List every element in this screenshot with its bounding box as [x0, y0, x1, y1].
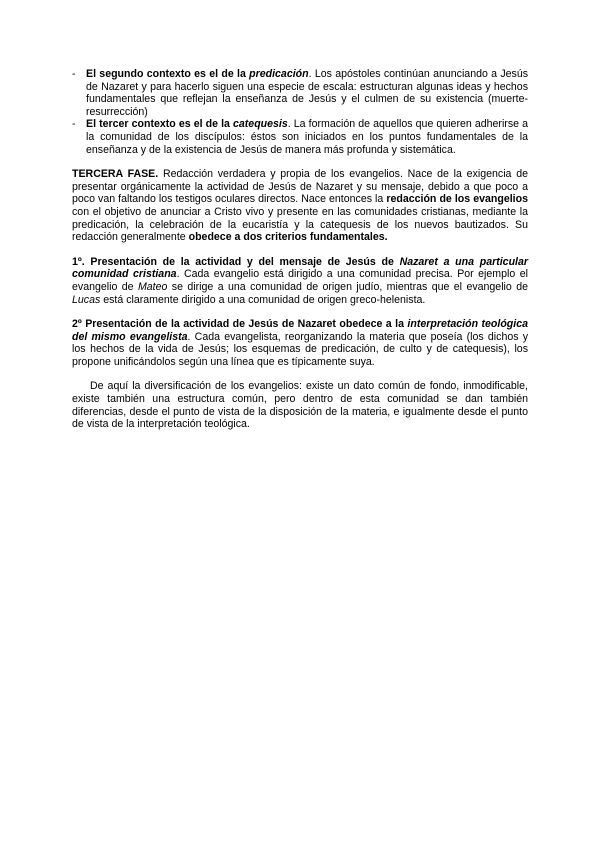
criterion-heading: 1º. Presentación de la actividad y del mensaje de Jesús de [72, 255, 400, 268]
bullet-lead: El tercer contexto es el de la [86, 118, 233, 131]
paragraph-segundo-criterio [72, 318, 528, 368]
paragraph-text: . Cada evangelio está dirigido a una comunidad precisa. Por ejemplo el evangelio de [72, 268, 528, 293]
paragraph-conclusion: De aquí la diversificación de los evangelios: existe un dato común de fondo, inmodificable, existe también una estructura común, pero dentro de esta comunidad se dan también diferencias, desde el punto de vista de la disposición de la materia, e igualmente desde el punto de vista de la interpretación teológica. [72, 380, 528, 431]
document-page [72, 68, 528, 431]
criterion-heading: 2º Presentación de la actividad de Jesús de Nazaret obedece a la [72, 318, 408, 331]
section-label: TERCERA FASE. [72, 168, 159, 181]
bullet-text: . Los apóstoles continúan anunciando a Jesús de Nazaret y para hacerlo siguen una especie de escala: estructuran algunas ideas y hechos fundamentales que reflejan la enseñanza de Jesús y el culmen de su existencia (muerte-resurrección) [86, 68, 529, 118]
italic-word: Lucas [72, 293, 101, 306]
bullet-item-predicacion [72, 68, 528, 118]
paragraph-text: . Cada evangelista, reorganizando la materia que poseía (los dichos y los hechos de la vida de Jesús; los esquemas de predicación, de culto y de catequesis), los propone unificándolos según una línea que es típicamente suya. [72, 330, 529, 368]
bold-phrase: obedece a dos criterios fundamentales. [188, 231, 388, 244]
bullet-item-catequesis [72, 118, 528, 156]
bullet-lead-emphasis: catequesis [233, 118, 288, 131]
paragraph-tercera-fase [72, 168, 528, 244]
paragraph-text: Redacción verdadera y propia de los evangelios. Nace de la exigencia de presentar orgánicamente la actividad de Jesús de Nazaret y su mensaje, debido a que poco a poco van faltando los testigos oculares directos. Nace entonces la [72, 168, 528, 206]
paragraph-text: está claramente dirigido a una comunidad de origen greco-helenista. [100, 293, 426, 306]
criterion-heading-emphasis: interpretación teológica del mismo evangelista [72, 318, 528, 343]
paragraph-primer-criterio [72, 256, 528, 306]
bullet-dash: - [72, 68, 76, 80]
bullet-lead-emphasis: predicación [249, 68, 309, 80]
criterion-heading-emphasis: Nazaret a una particular comunidad cristiana [72, 255, 528, 281]
paragraph-text: con el objetivo de anunciar a Cristo vivo y presente en las comunidades cristianas, mediante la predicación, la celebración de la eucaristía y la catequesis de los nuevos bautizados. Su redacción generalmente [72, 205, 528, 244]
italic-word: Mateo [137, 280, 168, 293]
bullet-lead: El segundo contexto es el de la [86, 68, 250, 80]
bullet-text: . La formación de aquellos que quieren adherirse a la comunidad de los discípulos: éstos son iniciados en los puntos fundamentales de la enseñanza y de la existencia de Jesús de manera más profunda y sistemática. [86, 118, 528, 156]
bullet-dash: - [72, 118, 76, 131]
paragraph-text: se dirige a una comunidad de origen judío, mientras que el evangelio de [167, 280, 528, 293]
bold-phrase: redacción de los evangelios [386, 193, 528, 206]
